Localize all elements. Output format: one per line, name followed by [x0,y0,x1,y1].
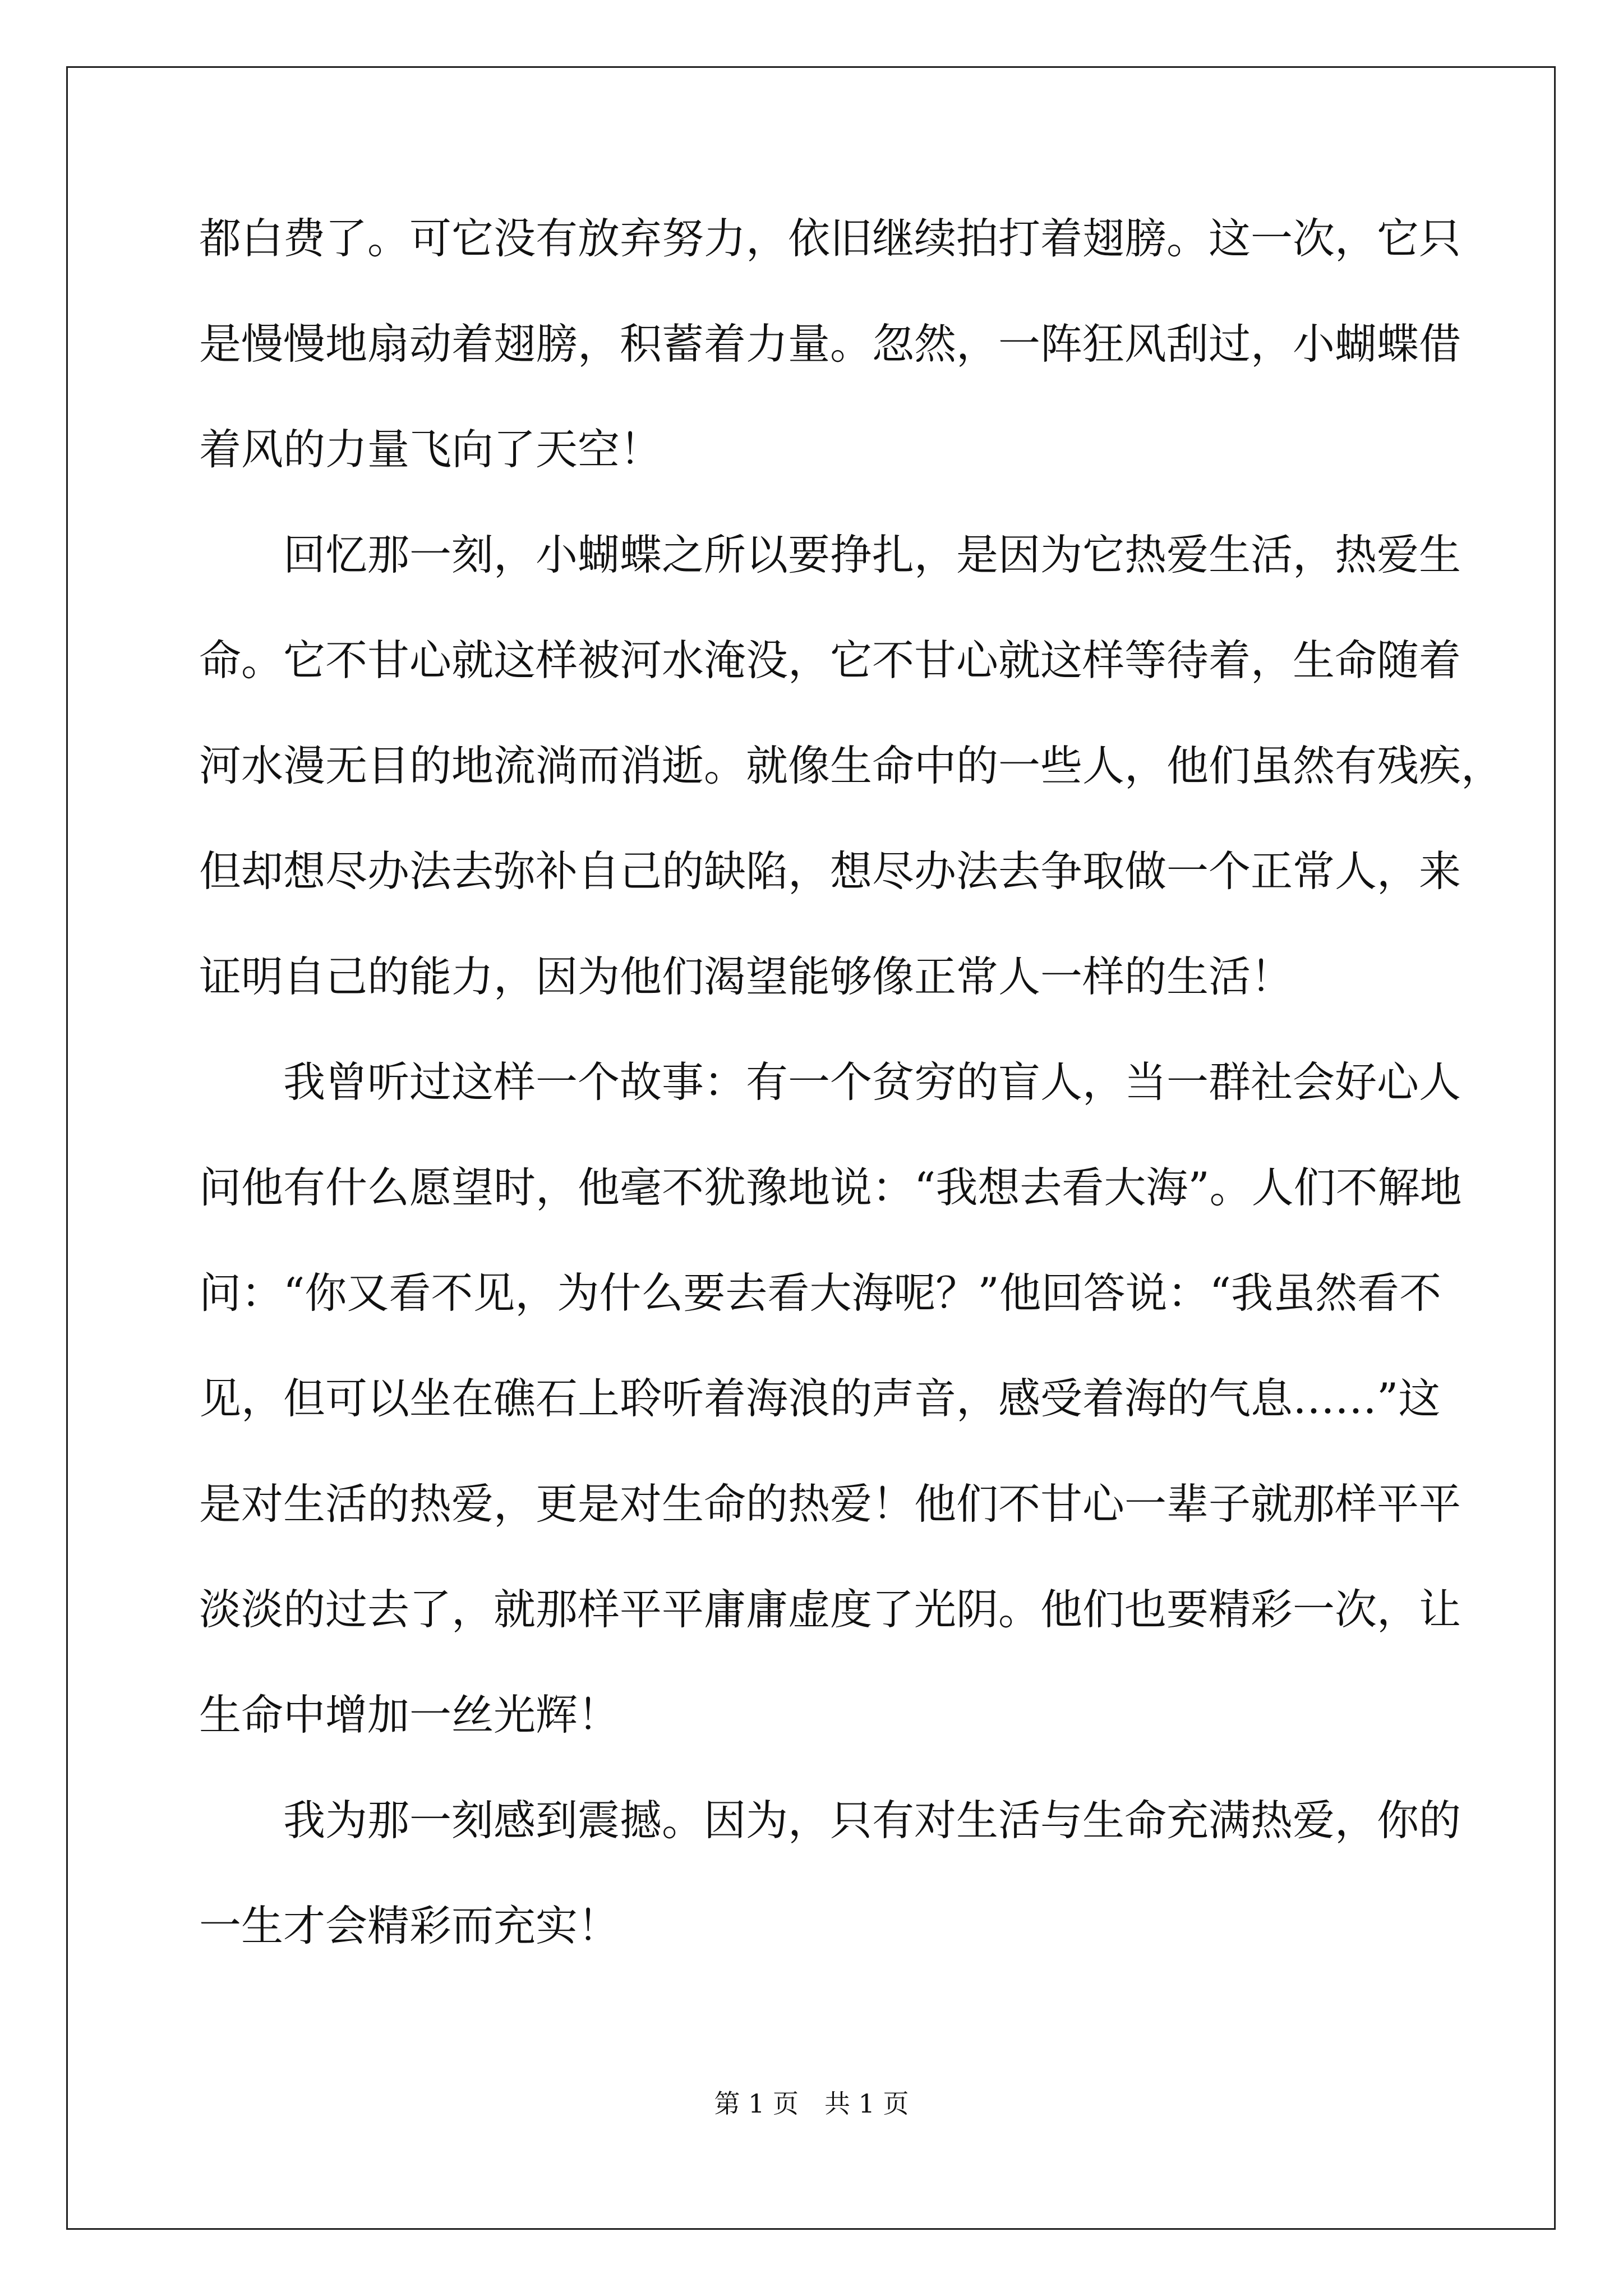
text-line: 是对生活的热爱，更是对生命的热爱！他们不甘心一辈子就那样平平 [199,1479,1461,1529]
page-number-footer: 第 1 页 共 1 页 [714,2088,909,2119]
text-line: 淡淡的过去了，就那样平平庸庸虚度了光阴。他们也要精彩一次，让 [199,1585,1461,1634]
text-line: 回忆那一刻，小蝴蝶之所以要挣扎，是因为它热爱生活，热爱生 [199,530,1461,579]
text-line: 证明自己的能力，因为他们渴望能够像正常人一样的生活！ [199,952,1293,1001]
text-line: 但却想尽办法去弥补自己的缺陷，想尽办法去争取做一个正常人，来 [199,846,1461,896]
text-line: 我为那一刻感到震撼。因为，只有对生活与生命充满热爱，你的 [199,1796,1461,1845]
text-line: 是慢慢地扇动着翅膀，积蓄着力量。忽然，一阵狂风刮过，小蝴蝶借 [199,319,1461,369]
text-line: 我曾听过这样一个故事：有一个贫穷的盲人，当一群社会好心人 [199,1057,1461,1107]
text-line: 都白费了。可它没有放弃努力，依旧继续拍打着翅膀。这一次，它只 [199,214,1461,263]
text-line: 问他有什么愿望时，他毫不犹豫地说：“我想去看大海”。人们不解地 [199,1163,1462,1212]
text-line: 见，但可以坐在礁石上聆听着海浪的声音，感受着海的气息……”这 [199,1374,1441,1423]
text-line: 着风的力量飞向了天空！ [199,425,662,474]
text-line: 问：“你又看不见，为什么要去看大海呢？”他回答说：“我虽然看不 [199,1268,1442,1318]
text-line: 命。它不甘心就这样被河水淹没，它不甘心就这样等待着，生命随着 [199,636,1461,685]
text-line: 一生才会精彩而充实！ [199,1901,620,1950]
text-line: 生命中增加一丝光辉！ [199,1690,620,1740]
text-line: 河水漫无目的地流淌而消逝。就像生命中的一些人，他们虽然有残疾， [199,741,1504,790]
